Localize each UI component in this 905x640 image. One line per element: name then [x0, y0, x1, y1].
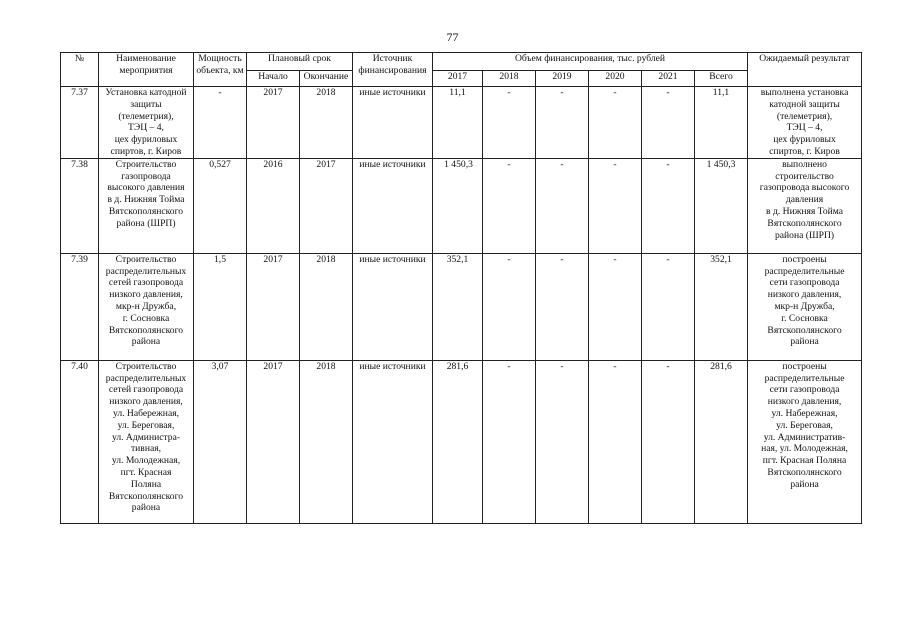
row-2020: - [589, 158, 642, 253]
row-2018: - [483, 253, 536, 360]
header-start: Начало [247, 71, 300, 87]
header-year-2018: 2018 [483, 71, 536, 87]
page-number: 77 [446, 30, 459, 44]
header-capacity: Мощность объекта, км [194, 53, 247, 87]
row-end: 2017 [300, 158, 353, 253]
row-2020: - [589, 253, 642, 360]
row-source: иные источники [353, 158, 433, 253]
header-year-2020: 2020 [589, 71, 642, 87]
row-2018: - [483, 360, 536, 523]
row-source: иные источники [353, 360, 433, 523]
header-year-2021: 2021 [642, 71, 695, 87]
row-capacity: 3,07 [194, 360, 247, 523]
row-no: 7.39 [61, 253, 99, 360]
row-start: 2016 [247, 158, 300, 253]
row-result: выполнено строительство газопровода высокого давления в д. Нижняя Тойма Вятскополянского района (ШРП) [748, 158, 862, 253]
row-start: 2017 [247, 253, 300, 360]
row-result: построены распределительные сети газопровода низкого давления, ул. Набережная, ул. Береговая, ул. Административ- ная, ул. Молодежная, пгт. Красная Поляна Вятскополянского района [748, 360, 862, 523]
row-2020: - [589, 87, 642, 159]
row-name: Строительство газопровода высокого давления в д. Нижняя Тойма Вятскополянского района (ШРП) [99, 158, 194, 253]
row-source: иные источники [353, 253, 433, 360]
row-end: 2018 [300, 360, 353, 523]
row-2019: - [536, 253, 589, 360]
row-2021: - [642, 253, 695, 360]
row-start: 2017 [247, 360, 300, 523]
header-expected-result: Ожидаемый результат [748, 53, 862, 87]
row-2019: - [536, 87, 589, 159]
row-2021: - [642, 87, 695, 159]
header-source: Источник финансирования [353, 53, 433, 87]
row-no: 7.38 [61, 158, 99, 253]
row-capacity: - [194, 87, 247, 159]
table-header [61, 53, 862, 87]
funding-table [60, 52, 862, 524]
row-source: иные источники [353, 87, 433, 159]
header-planned-term: Плановый срок [247, 53, 353, 71]
row-2021: - [642, 158, 695, 253]
row-total: 1 450,3 [695, 158, 748, 253]
row-total: 281,6 [695, 360, 748, 523]
row-no: 7.37 [61, 87, 99, 159]
row-result: построены распределительные сети газопровода низкого давления, мкр-н Дружба, г. Сосновка Вятскополянского района [748, 253, 862, 360]
table-row [61, 158, 862, 253]
row-capacity: 1,5 [194, 253, 247, 360]
row-2021: - [642, 360, 695, 523]
row-capacity: 0,527 [194, 158, 247, 253]
row-result: выполнена установка катодной защиты (телеметрия), ТЭЦ – 4, цех фуриловых спиртов, г. Киров [748, 87, 862, 159]
row-end: 2018 [300, 87, 353, 159]
header-total: Всего [695, 71, 748, 87]
row-name: Строительство распределительных сетей газопровода низкого давления, ул. Набережная, ул. Береговая, ул. Администра- тивная, ул. Молодежная, пгт. Красная Поляна Вятскополянского района [99, 360, 194, 523]
row-start: 2017 [247, 87, 300, 159]
header-end: Окончание [300, 71, 353, 87]
header-name: Наименование мероприятия [99, 53, 194, 87]
row-total: 11,1 [695, 87, 748, 159]
table-row [61, 253, 862, 360]
row-end: 2018 [300, 253, 353, 360]
header-year-2019: 2019 [536, 71, 589, 87]
header-funding-volume: Объем финансирования, тыс. рублей [433, 53, 748, 71]
row-name: Установка катодной защиты (телеметрия), ТЭЦ – 4, цех фуриловых спиртов, г. Киров [99, 87, 194, 159]
row-2017: 1 450,3 [433, 158, 483, 253]
row-2018: - [483, 87, 536, 159]
row-no: 7.40 [61, 360, 99, 523]
row-2017: 352,1 [433, 253, 483, 360]
row-2018: - [483, 158, 536, 253]
header-year-2017: 2017 [433, 71, 483, 87]
row-2017: 281,6 [433, 360, 483, 523]
row-2017: 11,1 [433, 87, 483, 159]
row-total: 352,1 [695, 253, 748, 360]
row-2019: - [536, 360, 589, 523]
row-name: Строительство распределительных сетей газопровода низкого давления, мкр-н Дружба, г. Сосновка Вятскополянского района [99, 253, 194, 360]
header-no: № [61, 53, 99, 87]
table-row [61, 87, 862, 159]
table-row [61, 360, 862, 523]
row-2020: - [589, 360, 642, 523]
row-2019: - [536, 158, 589, 253]
